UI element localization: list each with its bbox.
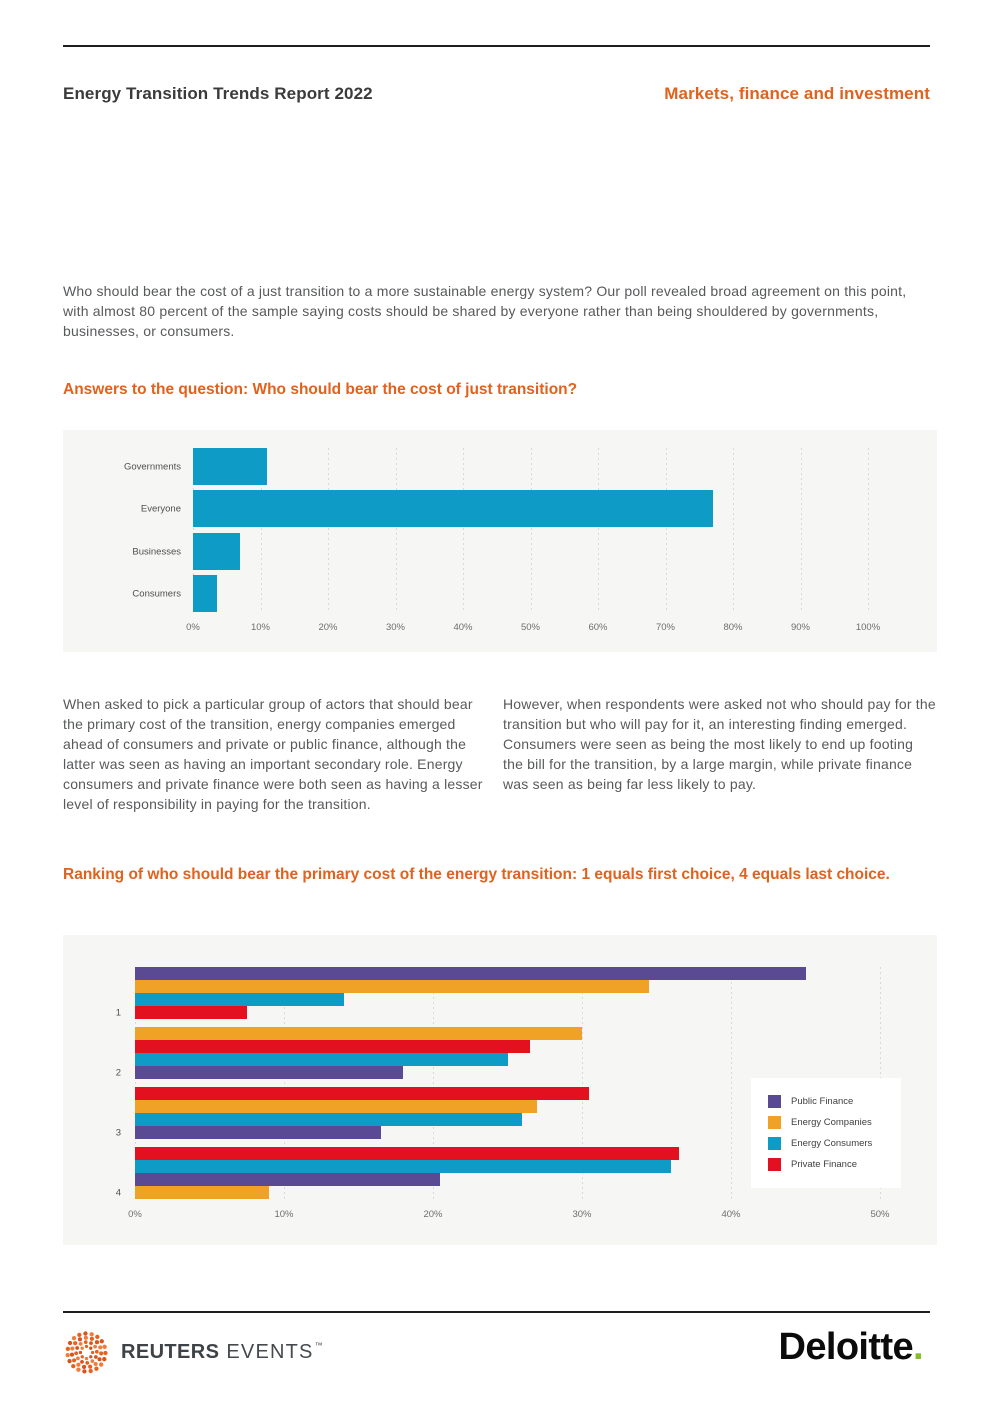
bar-rank1-energy-companies <box>135 980 649 993</box>
x-axis-tick-label: 0% <box>186 622 200 633</box>
bar-rank2-private-finance <box>135 1040 530 1053</box>
legend-swatch-public-finance <box>768 1095 781 1108</box>
bar-everyone <box>193 490 713 527</box>
bar-rank2-energy-consumers <box>135 1053 508 1066</box>
legend-label: Energy Consumers <box>791 1138 873 1149</box>
legend-swatch-energy-companies <box>768 1116 781 1129</box>
deloitte-wordmark: Deloitte <box>778 1326 914 1368</box>
events-wordmark: EVENTS <box>226 1341 314 1363</box>
gridline <box>463 448 464 612</box>
bar-rank1-public-finance <box>135 967 806 980</box>
chart1-heading: Answers to the question: Who should bear the cost of just transition? <box>63 381 578 398</box>
bar-rank4-energy-companies <box>135 1186 269 1199</box>
legend-item <box>768 1095 901 1108</box>
category-label: Businesses <box>132 546 181 557</box>
category-label: Consumers <box>132 588 181 599</box>
x-axis-tick-label: 100% <box>855 622 881 633</box>
category-label: 3 <box>115 1127 121 1138</box>
reuters-spiral-icon <box>63 1329 110 1376</box>
report-title: Energy Transition Trends Report 2022 <box>63 84 373 103</box>
x-axis-tick-label: 80% <box>723 622 743 633</box>
legend-item <box>768 1137 901 1150</box>
x-axis-tick-label: 30% <box>572 1209 592 1220</box>
category-label: 1 <box>115 1007 121 1018</box>
gridline <box>731 967 732 1199</box>
x-axis-tick-label: 30% <box>385 622 406 633</box>
chart1-plot-area <box>193 448 868 612</box>
bar-rank4-private-finance <box>135 1147 679 1160</box>
category-label: Governments <box>123 461 181 472</box>
gridline <box>598 448 599 612</box>
bar-rank4-public-finance <box>135 1173 440 1186</box>
x-axis-tick-label: 50% <box>870 1209 890 1220</box>
gridline <box>328 448 329 612</box>
body-column-right: However, when respondents were asked not who should pay for the transition but who will pay for it, an interesting finding emerged. Consumers were seen as being the most likely to end up footing the bill for the transition, by a large margin, while private finance was seen as being far less likely to pay. <box>503 696 936 792</box>
bar-rank3-energy-consumers <box>135 1113 522 1126</box>
legend-swatch-private-finance <box>768 1158 781 1171</box>
x-axis-tick-label: 10% <box>250 622 271 633</box>
x-axis-tick-label: 70% <box>655 622 676 633</box>
reuters-events-logo <box>63 1329 323 1376</box>
legend-item <box>768 1116 901 1129</box>
bar-consumers <box>193 575 217 612</box>
section-title: Markets, finance and investment <box>664 84 930 103</box>
x-axis-tick-label: 50% <box>520 622 541 633</box>
gridline <box>801 448 802 612</box>
bar-rank2-public-finance <box>135 1066 403 1079</box>
category-label: Everyone <box>140 503 181 514</box>
bar-rank2-energy-companies <box>135 1027 582 1040</box>
x-axis-tick-label: 40% <box>453 622 473 633</box>
bar-rank1-energy-consumers <box>135 993 344 1006</box>
gridline <box>666 448 667 612</box>
deloitte-green-dot: . <box>913 1326 923 1368</box>
bar-rank3-energy-companies <box>135 1100 537 1113</box>
deloitte-logo <box>778 1326 923 1369</box>
chart2-panel <box>63 935 937 1245</box>
gridline <box>733 448 734 612</box>
top-rule <box>63 45 930 47</box>
gridline <box>868 448 869 612</box>
legend-item <box>768 1158 901 1171</box>
x-axis-tick-label: 20% <box>318 622 338 633</box>
bar-rank1-private-finance <box>135 1006 247 1019</box>
body-column-left: When asked to pick a particular group of actors that should bear the primary cost of the transition, energy companies emerged ahead of consumers and private or public finance, although the latter was seen as having an important secondary role. Energy consumers and private finance were both seen as having a lesser level of responsibility in paying for the transition. <box>63 696 483 812</box>
chart2-heading: Ranking of who should bear the primary cost of the energy transition: 1 equals first choice, 4 equals last choice. <box>63 866 890 883</box>
category-label: 4 <box>115 1187 121 1198</box>
legend-swatch-energy-consumers <box>768 1137 781 1150</box>
bar-rank3-public-finance <box>135 1126 381 1139</box>
gridline <box>396 448 397 612</box>
x-axis-tick-label: 90% <box>790 622 811 633</box>
x-axis-tick-label: 60% <box>588 622 608 633</box>
bar-businesses <box>193 533 240 570</box>
x-axis-tick-label: 0% <box>128 1209 142 1220</box>
x-axis-tick-label: 10% <box>274 1209 294 1220</box>
bar-rank4-energy-consumers <box>135 1160 671 1173</box>
category-label: 2 <box>115 1067 121 1078</box>
footer-rule <box>63 1311 930 1313</box>
gridline <box>531 448 532 612</box>
reuters-wordmark: REUTERS <box>121 1341 220 1363</box>
chart1-panel <box>63 430 937 652</box>
legend-label: Energy Companies <box>791 1117 872 1128</box>
x-axis-tick-label: 40% <box>721 1209 741 1220</box>
legend-label: Public Finance <box>791 1096 854 1107</box>
bar-governments <box>193 448 267 485</box>
legend-label: Private Finance <box>791 1159 858 1170</box>
x-axis-tick-label: 20% <box>423 1209 443 1220</box>
trademark-symbol: ™ <box>314 1341 323 1350</box>
intro-paragraph: Who should bear the cost of a just transition to a more sustainable energy system? Our poll revealed broad agreement on this point, with almost 80 percent of the sample saying costs should be shared by everyone rather than being shouldered by governments, businesses, or consumers. <box>63 283 907 339</box>
bar-rank3-private-finance <box>135 1087 589 1100</box>
chart-legend <box>751 1078 901 1188</box>
